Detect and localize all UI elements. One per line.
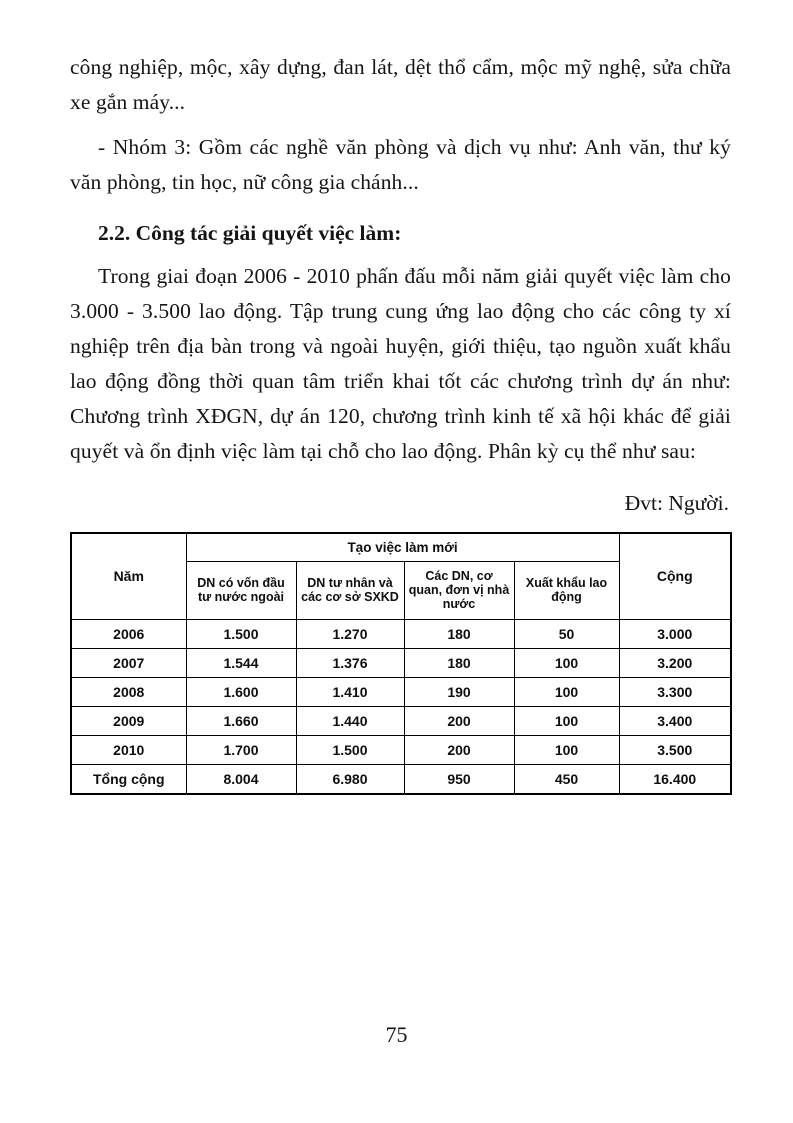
cell-total-state: 950 <box>404 764 514 794</box>
cell-export: 50 <box>514 619 619 648</box>
cell-state: 190 <box>404 677 514 706</box>
cell-year: 2009 <box>71 706 186 735</box>
table-row <box>71 677 731 706</box>
cell-private: 1.270 <box>296 619 404 648</box>
section-heading: 2.2. Công tác giải quyết việc làm: <box>98 221 402 245</box>
cell-private: 1.376 <box>296 648 404 677</box>
table-row <box>71 619 731 648</box>
paragraph-trades: công nghiệp, mộc, xây dựng, đan lát, dệt thổ cẩm, mộc mỹ nghệ, sửa chữa xe gắn máy... <box>70 55 731 114</box>
cell-private: 1.440 <box>296 706 404 735</box>
cell-private: 1.410 <box>296 677 404 706</box>
table-row <box>71 706 731 735</box>
cell-total: 3.500 <box>619 735 731 764</box>
header-group-new-jobs: Tạo việc làm mới <box>186 533 619 561</box>
header-total: Cộng <box>619 533 731 619</box>
paragraph-group3: - Nhóm 3: Gồm các nghề văn phòng và dịch vụ như: Anh văn, thư ký văn phòng, tin học, nữ công gia chánh... <box>70 135 731 194</box>
cell-state: 180 <box>404 648 514 677</box>
cell-export: 100 <box>514 706 619 735</box>
cell-fdi: 1.500 <box>186 619 296 648</box>
cell-fdi: 1.700 <box>186 735 296 764</box>
unit-label: Đvt: Người. <box>624 491 729 515</box>
header-state-agencies: Các DN, cơ quan, đơn vị nhà nước <box>404 561 514 619</box>
cell-total: 3.000 <box>619 619 731 648</box>
cell-year: 2010 <box>71 735 186 764</box>
cell-fdi: 1.660 <box>186 706 296 735</box>
cell-fdi: 1.544 <box>186 648 296 677</box>
cell-private: 1.500 <box>296 735 404 764</box>
cell-grand-total: 16.400 <box>619 764 731 794</box>
cell-state: 180 <box>404 619 514 648</box>
header-year: Năm <box>71 533 186 619</box>
cell-total-fdi: 8.004 <box>186 764 296 794</box>
cell-year: 2007 <box>71 648 186 677</box>
employment-table <box>70 532 732 795</box>
table-row <box>71 648 731 677</box>
cell-year: 2008 <box>71 677 186 706</box>
page-number: 75 <box>385 1022 408 1047</box>
table-total-row <box>71 764 731 794</box>
cell-export: 100 <box>514 648 619 677</box>
cell-state: 200 <box>404 735 514 764</box>
cell-total: 3.200 <box>619 648 731 677</box>
cell-export: 100 <box>514 677 619 706</box>
header-private-enterprises: DN tư nhân và các cơ sở SXKD <box>296 561 404 619</box>
cell-export: 100 <box>514 735 619 764</box>
employment-table-container <box>70 532 731 795</box>
table-row <box>71 735 731 764</box>
cell-fdi: 1.600 <box>186 677 296 706</box>
cell-total-label: Tổng cộng <box>71 764 186 794</box>
table-header-row-group <box>71 533 731 561</box>
cell-state: 200 <box>404 706 514 735</box>
cell-total-private: 6.980 <box>296 764 404 794</box>
cell-total: 3.300 <box>619 677 731 706</box>
header-labor-export: Xuất khẩu lao động <box>514 561 619 619</box>
cell-total: 3.400 <box>619 706 731 735</box>
cell-year: 2006 <box>71 619 186 648</box>
header-fdi-enterprises: DN có vốn đầu tư nước ngoài <box>186 561 296 619</box>
paragraph-plan: Trong giai đoạn 2006 - 2010 phấn đấu mỗi năm giải quyết việc làm cho 3.000 - 3.500 lao động. Tập trung cung ứng lao động cho các công ty xí nghiệp trên địa bàn trong và ngoài huyện, giới thiệu, tạo nguồn xuất khẩu lao động đồng thời quan tâm triển khai tốt các chương trình dự án như: Chương trình XĐGN, dự án 120, chương trình kinh tế xã hội khác để giải quyết và ổn định việc làm tại chỗ cho lao động. Phân kỳ cụ thể như sau: <box>70 264 731 463</box>
cell-total-export: 450 <box>514 764 619 794</box>
